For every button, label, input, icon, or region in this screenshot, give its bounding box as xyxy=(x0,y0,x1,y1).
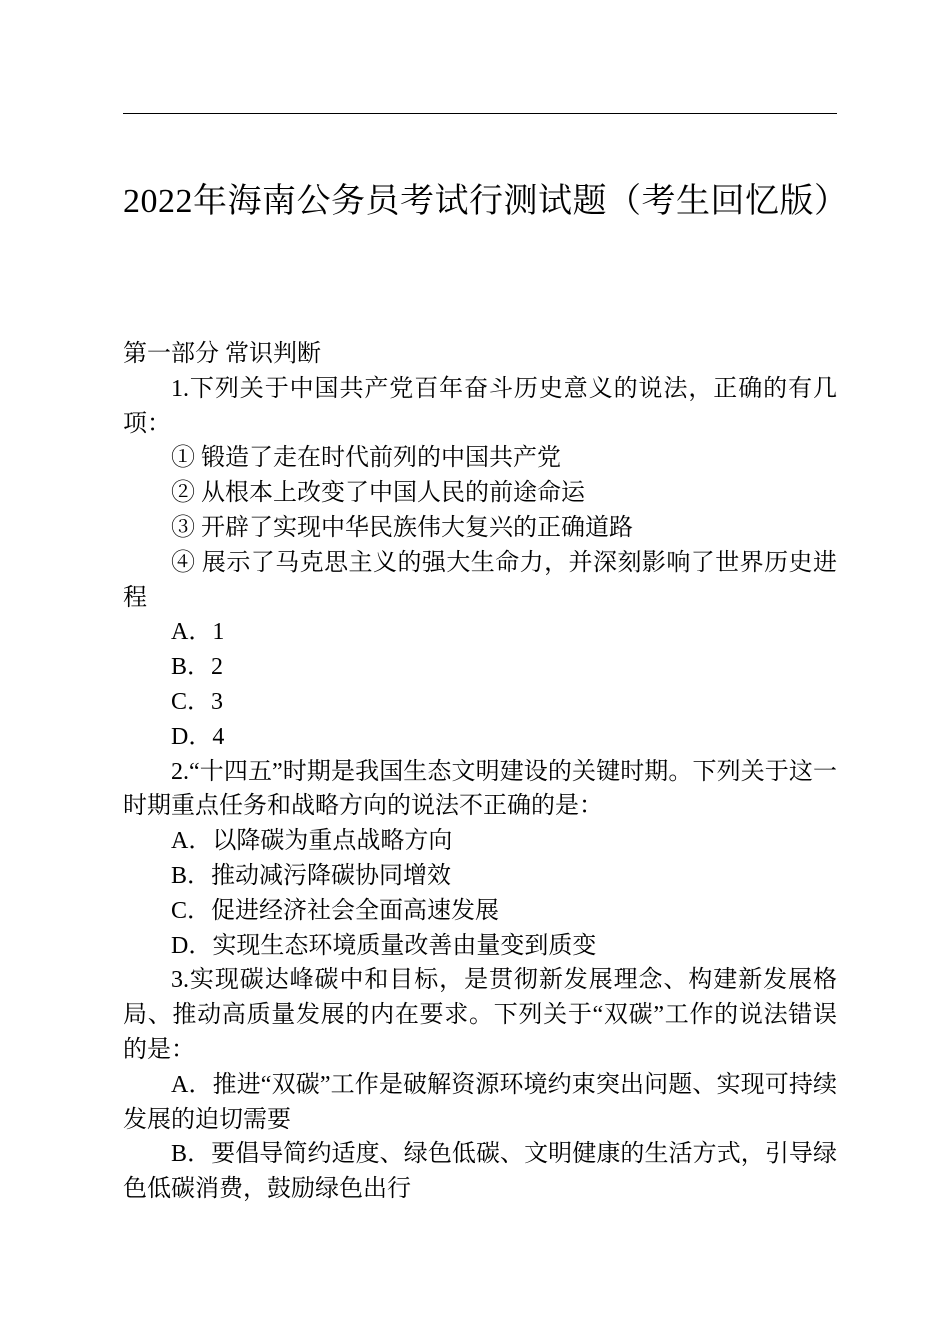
question-1-option-d: D．4 xyxy=(171,723,225,750)
question-1-statement-3: ③ 开辟了实现中华民族伟大复兴的正确道路 xyxy=(171,514,633,541)
question-1-statement-2: ② 从根本上改变了中国人民的前途命运 xyxy=(171,480,585,507)
question-1-statement-4: ④ 展示了马克思主义的强大生命力，并深刻影响了世界历史进程 xyxy=(123,549,837,611)
header-rule xyxy=(123,113,837,114)
question-2-option-b: B．推动减污降碳协同增效 xyxy=(171,862,452,889)
question-3-option-b: B．要倡导简约适度、绿色低碳、文明健康的生活方式，引导绿色低碳消费，鼓励绿色出行 xyxy=(123,1141,837,1203)
document-title: 2022年海南公务员考试行测试题（考生回忆版） xyxy=(123,183,849,220)
question-3-option-a: A．推进“双碳”工作是破解资源环境约束突出问题、实现可持续发展的迫切需要 xyxy=(123,1071,837,1133)
question-1-option-b: B．2 xyxy=(171,654,224,681)
document-page xyxy=(123,0,849,1344)
question-2-stem: 2.“十四五”时期是我国生态文明建设的关键时期。下列关于这一时期重点任务和战略方向的说法不正确的是： xyxy=(123,758,837,820)
question-1-stem: 1.下列关于中国共产党百年奋斗历史意义的说法，正确的有几项： xyxy=(123,375,837,437)
section-heading: 第一部分 常识判断 xyxy=(123,341,321,367)
question-1-option-c: C．3 xyxy=(171,688,224,715)
question-1-option-a: A．1 xyxy=(171,619,225,646)
question-1-statement-1: ① 锻造了走在时代前列的中国共产党 xyxy=(171,445,561,472)
question-2-option-d: D．实现生态环境质量改善由量变到质变 xyxy=(171,932,597,959)
question-3-stem: 3.实现碳达峰碳中和目标，是贯彻新发展理念、构建新发展格局、推动高质量发展的内在要求。下列关于“双碳”工作的说法错误的是： xyxy=(123,967,837,1063)
document-body xyxy=(123,337,837,1207)
question-2-option-c: C．促进经济社会全面高速发展 xyxy=(171,897,500,924)
question-2-option-a: A．以降碳为重点战略方向 xyxy=(171,828,453,855)
